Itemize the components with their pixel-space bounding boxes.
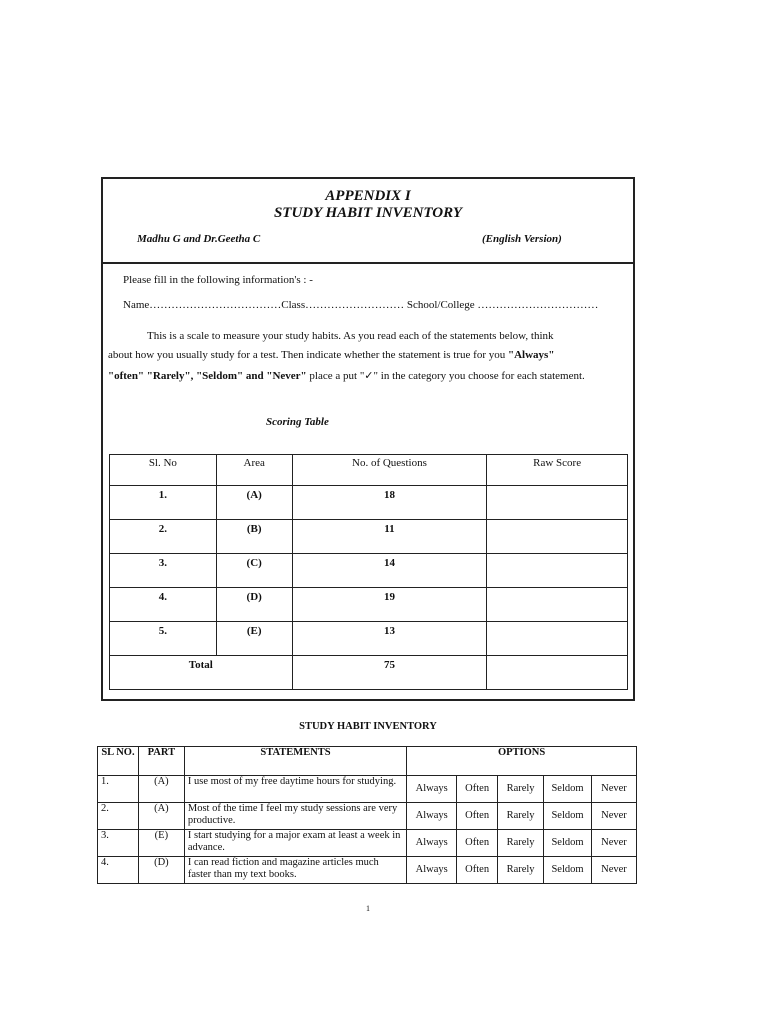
header-divider — [101, 262, 635, 264]
scoring-header-row — [110, 455, 628, 486]
options-emphasis: "often" "Rarely", "Seldom" and "Never" — [108, 370, 307, 382]
option-always[interactable]: Always — [407, 857, 457, 884]
col-header-sl-no: Sl. No — [110, 455, 217, 486]
part-cell: (E) — [138, 830, 184, 857]
col-header-area: Area — [216, 455, 292, 486]
raw-score-cell[interactable] — [487, 486, 628, 520]
table-row — [110, 622, 628, 656]
total-label: Total — [110, 656, 293, 690]
always-emphasis: "Always" — [507, 349, 555, 361]
statement-cell: I start studying for a major exam at least a week in advance. — [184, 830, 406, 857]
table-row — [110, 554, 628, 588]
table-row — [98, 857, 637, 884]
raw-score-cell[interactable] — [487, 554, 628, 588]
inventory-header-row — [98, 747, 637, 776]
total-raw-score-cell[interactable] — [487, 656, 628, 690]
version-label: (English Version) — [482, 233, 562, 245]
questions-cell: 18 — [292, 486, 487, 520]
sl-no-cell: 2. — [110, 520, 217, 554]
questions-cell: 13 — [292, 622, 487, 656]
total-questions: 75 — [292, 656, 487, 690]
option-always[interactable]: Always — [407, 803, 457, 830]
sl-no-cell: 5. — [110, 622, 217, 656]
option-rarely[interactable]: Rarely — [498, 803, 544, 830]
statement-cell: I use most of my free daytime hours for studying. — [184, 776, 406, 803]
appendix-title: APPENDIX I — [325, 188, 411, 204]
option-often[interactable]: Often — [457, 857, 498, 884]
table-row — [98, 830, 637, 857]
instruction-line-1: This is a scale to measure your study habits. As you read each of the statements below, think — [147, 330, 554, 342]
option-seldom[interactable]: Seldom — [544, 830, 592, 857]
name-class-school-line: Name………………………………Class……………………… School/College …………………………… — [123, 299, 599, 311]
col-header-raw-score: Raw Score — [487, 455, 628, 486]
col-header-options: OPTIONS — [407, 747, 637, 776]
scoring-table-title: Scoring Table — [266, 416, 329, 428]
sl-no-cell: 2. — [98, 803, 139, 830]
sl-no-cell: 4. — [98, 857, 139, 884]
option-never[interactable]: Never — [591, 857, 636, 884]
document-title: STUDY HABIT INVENTORY — [273, 205, 463, 221]
part-cell: (D) — [138, 857, 184, 884]
sl-no-cell: 1. — [98, 776, 139, 803]
sl-no-cell: 4. — [110, 588, 217, 622]
col-header-sl-no: SL NO. — [98, 747, 139, 776]
col-header-part: PART — [138, 747, 184, 776]
option-always[interactable]: Always — [407, 830, 457, 857]
table-row — [110, 520, 628, 554]
inventory-heading: STUDY HABIT INVENTORY — [299, 721, 437, 732]
option-rarely[interactable]: Rarely — [498, 830, 544, 857]
option-often[interactable]: Often — [457, 776, 498, 803]
raw-score-cell[interactable] — [487, 588, 628, 622]
statement-cell: Most of the time I feel my study sessions are very productive. — [184, 803, 406, 830]
table-row — [110, 486, 628, 520]
col-header-questions: No. of Questions — [292, 455, 487, 486]
questions-cell: 14 — [292, 554, 487, 588]
raw-score-cell[interactable] — [487, 520, 628, 554]
statement-cell: I can read fiction and magazine articles much faster than my text books. — [184, 857, 406, 884]
part-cell: (A) — [138, 776, 184, 803]
col-header-statements: STATEMENTS — [184, 747, 406, 776]
scoring-table — [109, 454, 628, 690]
instruction-line-3-text: place a put "✓" in the category you choose for each statement. — [306, 370, 585, 382]
area-cell: (D) — [216, 588, 292, 622]
area-cell: (A) — [216, 486, 292, 520]
table-row — [110, 588, 628, 622]
instruction-line-2-text: about how you usually study for a test. Then indicate whether the statement is true for you — [108, 349, 508, 361]
questions-cell: 11 — [292, 520, 487, 554]
table-row — [98, 776, 637, 803]
fill-prompt: Please fill in the following information's : - — [123, 274, 313, 286]
questions-cell: 19 — [292, 588, 487, 622]
option-rarely[interactable]: Rarely — [498, 857, 544, 884]
inventory-table — [97, 746, 637, 884]
page-number: 1 — [366, 904, 370, 913]
option-seldom[interactable]: Seldom — [544, 857, 592, 884]
option-always[interactable]: Always — [407, 776, 457, 803]
sl-no-cell: 3. — [98, 830, 139, 857]
option-seldom[interactable]: Seldom — [544, 776, 592, 803]
table-row — [98, 803, 637, 830]
instruction-line-2 — [108, 349, 554, 361]
area-cell: (B) — [216, 520, 292, 554]
sl-no-cell: 1. — [110, 486, 217, 520]
sl-no-cell: 3. — [110, 554, 217, 588]
option-often[interactable]: Often — [457, 830, 498, 857]
option-often[interactable]: Often — [457, 803, 498, 830]
instruction-line-3 — [108, 369, 585, 382]
option-never[interactable]: Never — [591, 830, 636, 857]
authors: Madhu G and Dr.Geetha C — [137, 233, 261, 245]
option-seldom[interactable]: Seldom — [544, 803, 592, 830]
area-cell: (E) — [216, 622, 292, 656]
raw-score-cell[interactable] — [487, 622, 628, 656]
option-rarely[interactable]: Rarely — [498, 776, 544, 803]
total-row — [110, 656, 628, 690]
option-never[interactable]: Never — [591, 776, 636, 803]
option-never[interactable]: Never — [591, 803, 636, 830]
area-cell: (C) — [216, 554, 292, 588]
part-cell: (A) — [138, 803, 184, 830]
